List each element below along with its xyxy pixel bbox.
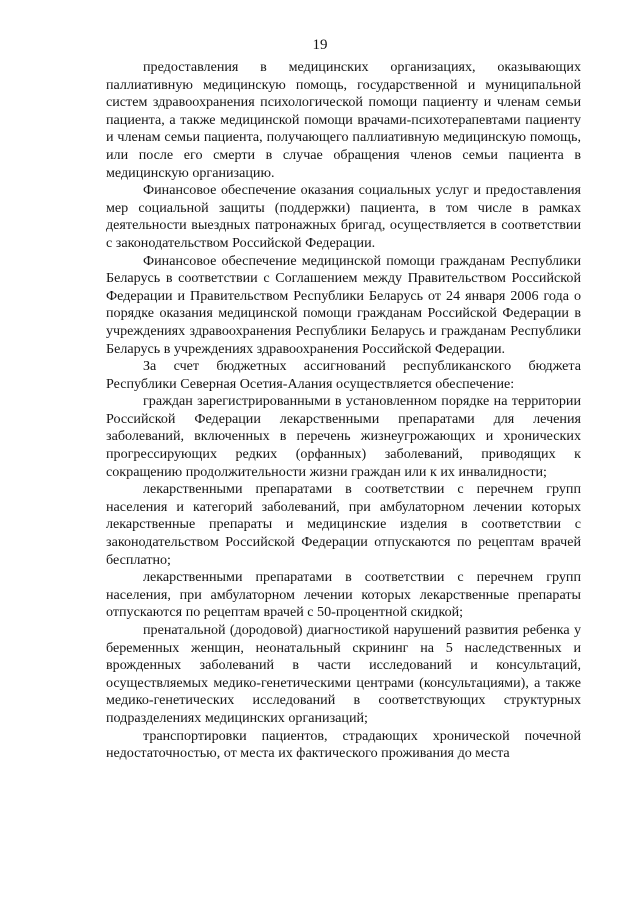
paragraph-2: Финансовое обеспечение оказания социальных услуг и предоставления мер социальной защиты (поддержки) пациента, в том числе в рамках деятельности выездных патронажных бригад, осуществляется в соответствии с законодательством Российской Федерации.: [106, 182, 581, 251]
paragraph-8: пренатальной (дородовой) диагностикой нарушений развития ребенка у беременных женщин, неонатальный скрининг на 5 наследственных и врожденных заболеваний в части исследований и консультаций, осуществляемых медико-генетическими центрами (консультациями), а также медико-генетических исследований в соответствующих структурных подразделениях медицинских организаций;: [106, 622, 581, 726]
page-number: 19: [312, 37, 328, 53]
paragraph-1: предоставления в медицинских организациях, оказывающих паллиативную медицинскую помощь, государственной и муниципальной систем здравоохранения психологической помощи пациенту и членам семьи пациента, а также медицинской помощи врачами-психотерапевтами пациенту и членам семьи пациента, получающего паллиативную медицинскую помощь, или после его смерти в случае обращения членов семьи пациента в медицинскую организацию.: [106, 59, 581, 181]
paragraph-7: лекарственными препаратами в соответствии с перечнем групп населения, при амбулаторном лечении которых лекарственные препараты отпускаются по рецептам врачей с 50-процентной скидкой;: [106, 569, 581, 621]
paragraph-3: Финансовое обеспечение медицинской помощи гражданам Республики Беларусь в соответствии с Соглашением между Правительством Российской Федерации и Правительством Республики Беларусь от 24 января 2006 года о порядке оказания медицинской помощи гражданам Российской Федерации в учреждениях здравоохранения Республики Беларусь и гражданам Республики Беларусь в учреждениях здравоохранения Российской Федерации.: [106, 252, 581, 357]
body-text: [106, 59, 581, 763]
paragraph-4: За счет бюджетных ассигнований республиканского бюджета Республики Северная Осетия-Алания осуществляется обеспечение:: [106, 358, 581, 392]
paragraph-9: транспортировки пациентов, страдающих хронической почечной недостаточностью, от места их фактического проживания до места: [106, 727, 581, 762]
paragraph-6: лекарственными препаратами в соответствии с перечнем групп населения и категорий заболеваний, при амбулаторном лечении которых лекарственные препараты и медицинские изделия в соответствии с законодательством Российской Федерации отпускаются по рецептам врачей бесплатно;: [106, 481, 581, 568]
paragraph-5: граждан зарегистрированными в установленном порядке на территории Российской Федерации лекарственными препаратами для лечения заболеваний, включенных в перечень жизнеугрожающих и хронических прогрессирующих редких (орфанных) заболеваний, приводящих к сокращению продолжительности жизни граждан или к их инвалидности;: [106, 393, 581, 480]
